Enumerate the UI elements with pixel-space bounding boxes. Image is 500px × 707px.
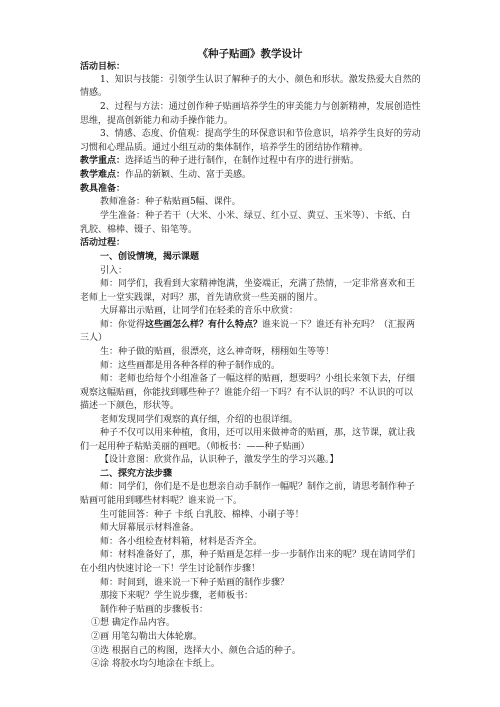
text-segment: 在小组内快速讨论一下！学生讨论制作步骤！ <box>80 564 261 574</box>
text-segment: 那接下来呢？学生说步骤，老师板书： <box>100 591 254 601</box>
text-line <box>80 293 323 304</box>
text-segment: ④涂 将胶水均匀地涂在卡纸上。 <box>91 659 220 669</box>
bold-text: 教具准备： <box>80 184 126 194</box>
text-segment: 制作种子贴画的步骤板书： <box>100 605 209 615</box>
text-segment: 师：同学们，我看到大家精神饱满，坐姿端正，充满了热情，一定非常喜欢和王 <box>100 279 416 289</box>
text-segment: 习惯和心理品质。通过小组互动的集体制作，培养学生的团结协作精神。 <box>80 143 369 153</box>
text-segment: 三人） <box>80 333 108 343</box>
text-line <box>91 618 175 629</box>
text-segment: 教师准备：种子粘贴画5幅、课件。 <box>100 197 241 207</box>
text-line <box>100 578 289 589</box>
text-line <box>100 455 339 466</box>
text-segment: 选择适当的种子进行制作，在制作过程中有序的进行拼贴。 <box>125 156 360 166</box>
text-segment: 师：老师也给每个小组准备了一幅这样的贴画，想要吗？小组长来领下去，仔细 <box>100 374 416 384</box>
text-segment: ②画 用笔勾勒出大体轮廓。 <box>91 632 202 642</box>
text-segment: 师：同学们，你们是不是也想亲自动手制作一幅呢？制作之前，请思考制作种子 <box>100 482 416 492</box>
text-line <box>80 88 107 99</box>
text-line <box>100 279 415 290</box>
bold-text: 教学难点： <box>80 170 126 180</box>
text-line <box>100 415 298 426</box>
text-segment: 师大屏幕展示材料准备。 <box>100 523 200 533</box>
bold-text: 活动过程： <box>80 238 126 248</box>
text-segment: 师：你觉得 <box>100 320 146 330</box>
text-line <box>80 156 359 167</box>
text-segment: 作品的新颖、生动、富于美感。 <box>125 170 252 180</box>
text-line <box>100 550 415 561</box>
text-segment: ①想 确定作品内容。 <box>91 618 175 628</box>
text-line <box>80 62 125 73</box>
text-segment: 大屏幕出示贴画，让同学们在轻柔的音乐中欣赏： <box>100 306 299 316</box>
text-segment: 3、情感、态度、价值观：提高学生的环保意识和节俭意识，培养学生良好的劳动 <box>100 129 421 139</box>
text-line <box>100 591 253 602</box>
text-line <box>100 482 415 493</box>
text-segment: 老师上一堂实践课，对吗？那，首先请欣赏一些美丽的图片。 <box>80 293 324 303</box>
text-segment: 谁来说一下？谁还有补充吗？（汇报两 <box>262 320 416 330</box>
text-line <box>100 374 415 385</box>
text-line <box>91 632 202 643</box>
text-segment: 老师发现同学们观察的真仔细，介绍的也很详细。 <box>100 415 299 425</box>
text-segment: 学生准备：种子若干（大米、小米、绿豆、红小豆、黄豆、玉米等）、卡纸、白 <box>100 211 411 221</box>
text-line <box>80 184 125 195</box>
text-line <box>80 225 197 236</box>
text-line <box>100 102 421 113</box>
bold-text: 这些画怎么样？有什么特点？ <box>145 320 263 330</box>
text-line <box>100 211 411 222</box>
text-segment: 生可能回答：种子 卡纸 白乳胶、棉棒、小刷子等！ <box>100 510 304 520</box>
text-segment: 乳胶、棉棒、镊子、铅笔等。 <box>80 225 198 235</box>
text-segment: 1、知识与技能：引领学生认识了解种子的大小、颜色和形状。激发热爱大自然的 <box>100 75 421 85</box>
text-line <box>80 388 413 399</box>
text-line <box>80 143 368 154</box>
text-segment: ③选 根据自己的构图，选择大小、颜色合适的种子。 <box>91 646 301 656</box>
text-segment: 师：各小组检查材料箱，材料是否齐全。 <box>100 537 263 547</box>
text-line <box>100 537 262 548</box>
text-line <box>91 646 301 657</box>
text-segment: 师：时间到，谁来说一下种子贴画的制作步骤？ <box>100 578 290 588</box>
text-line <box>80 564 260 575</box>
text-line <box>100 75 421 86</box>
text-line <box>100 428 415 439</box>
text-line <box>80 170 251 181</box>
text-line <box>100 510 304 521</box>
text-segment: 们一起用种子粘贴美丽的画吧。（师板书：——种子贴画） <box>80 442 310 452</box>
text-line <box>100 523 199 534</box>
text-segment: 描述一下颜色，形状等。 <box>80 401 180 411</box>
text-line <box>91 659 220 670</box>
text-line <box>80 496 242 507</box>
text-line <box>100 469 172 480</box>
bold-text: 二、探究方法步骤 <box>100 469 173 479</box>
text-line <box>80 442 310 453</box>
document-title: 《种子贴画》教学设计 <box>197 48 303 60</box>
text-segment: 生：种子做的贴画，很漂亮，这么神奇呀，栩栩如生等等！ <box>100 347 335 357</box>
text-line <box>80 116 233 127</box>
text-segment: 思维，提高创新能力和动手操作能力。 <box>80 116 234 126</box>
text-segment: 引入： <box>100 266 128 276</box>
bold-text: 一、创设情境，揭示课题 <box>100 252 200 262</box>
text-segment: 师：这些画都是用各种各样的种子制作成的。 <box>100 361 281 371</box>
text-line <box>80 238 125 249</box>
text-segment: 贴画可能用到哪些材料呢？谁来说一下。 <box>80 496 243 506</box>
text-segment: 2、过程与方法：通过创作种子贴画培养学生的审美能力与创新精神，发展创造性 <box>100 102 421 112</box>
text-line <box>100 306 298 317</box>
text-line <box>100 129 421 140</box>
text-segment: 【设计意图：欣赏作品，认识种子，激发学生的学习兴趣。】 <box>100 455 339 465</box>
text-segment: 种子不仅可以用来种植，食用，还可以用来做神奇的贴画，那，这节课，就让我 <box>100 428 416 438</box>
bold-text: 教学重点： <box>80 156 126 166</box>
text-line <box>100 347 334 358</box>
bold-text: 活动目标： <box>80 62 126 72</box>
text-line <box>100 320 415 331</box>
text-line <box>100 197 241 208</box>
text-line <box>100 605 208 616</box>
text-segment: 师：材料准备好了，那，种子贴画是怎样一步一步制作出来的呢？现在请同学们 <box>100 550 416 560</box>
text-line <box>100 252 199 263</box>
text-line <box>100 266 127 277</box>
text-line <box>80 401 179 412</box>
text-segment: 观察这幅贴画，你能找到哪些种子？谁能介绍一下吗？有不认识的吗？不认识的可以 <box>80 388 414 398</box>
text-segment: 情感。 <box>80 88 108 98</box>
text-line <box>80 333 107 344</box>
text-line <box>100 361 280 372</box>
